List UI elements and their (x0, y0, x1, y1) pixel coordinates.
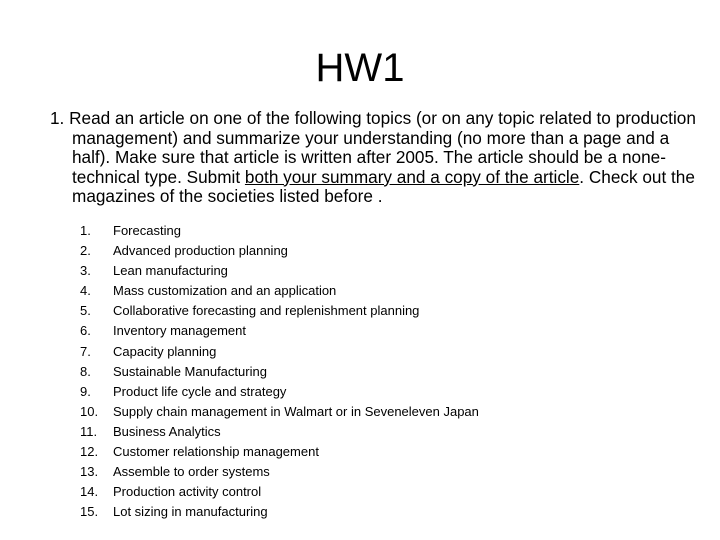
topic-number: 6. (80, 323, 91, 339)
topic-number: 3. (80, 263, 91, 279)
instruction-underlined-text: both your summary and a copy of the article (244, 166, 580, 187)
topic-item (80, 301, 479, 321)
topic-list (80, 221, 479, 522)
topic-label: Assemble to order systems (113, 464, 270, 480)
topic-label: Customer relationship management (113, 444, 319, 460)
topic-label: Advanced production planning (113, 243, 288, 259)
topic-label: Lean manufacturing (113, 263, 228, 279)
topic-label: Forecasting (113, 223, 181, 238)
topic-number: 5. (80, 303, 91, 319)
topic-number: 10. (80, 403, 99, 419)
topic-label: Capacity planning (113, 343, 217, 359)
topic-label: Lot sizing in manufacturing (113, 504, 268, 520)
topic-item (80, 402, 479, 422)
topic-item (80, 241, 479, 261)
topic-label: Business Analytics (113, 423, 221, 439)
topic-item (80, 482, 479, 502)
topic-label: Sustainable Manufacturing (113, 363, 267, 379)
topic-number: 13. (80, 464, 99, 480)
topic-item (80, 362, 479, 382)
topic-item (80, 261, 479, 281)
topic-item (80, 462, 479, 482)
topic-item (80, 442, 479, 462)
topic-number: 9. (80, 383, 91, 399)
topic-number: 14. (80, 484, 99, 500)
instruction-paragraph (50, 109, 712, 207)
topic-label: Product life cycle and strategy (113, 383, 287, 399)
topic-number: 1. (80, 223, 91, 238)
topic-number: 12. (80, 444, 99, 460)
topic-item (80, 382, 479, 402)
topic-label: Collaborative forecasting and replenishment planning (113, 303, 420, 319)
topic-number: 11. (80, 423, 98, 439)
topic-number: 4. (80, 283, 91, 299)
topic-number: 2. (80, 243, 91, 259)
topic-label: Inventory management (113, 323, 246, 339)
topic-item (80, 221, 479, 241)
slide-title: HW1 (315, 46, 405, 90)
topic-number: 15. (80, 504, 99, 520)
topic-label: Production activity control (113, 484, 262, 500)
instruction-text-end: . Check out the magazines of the societies listed before . (72, 166, 695, 207)
topic-item (80, 502, 479, 522)
topic-item (80, 422, 479, 442)
topic-label: Mass customization and an application (113, 283, 337, 299)
topic-item (80, 342, 479, 362)
instruction-text: Read an article on one of the following topics (or on any topic related to production management) and summarize your understanding (no more than a page and a half). Make sure that article is written after 2005. The article should be a none-technical type. Submit (69, 108, 696, 187)
topic-label: Supply chain management in Walmart or in Seveneleven Japan (113, 403, 479, 419)
topic-number: 8. (80, 363, 91, 379)
topic-item (80, 321, 479, 341)
topic-item (80, 281, 479, 301)
instruction-number: 1. (50, 108, 65, 128)
topic-number: 7. (80, 343, 91, 359)
